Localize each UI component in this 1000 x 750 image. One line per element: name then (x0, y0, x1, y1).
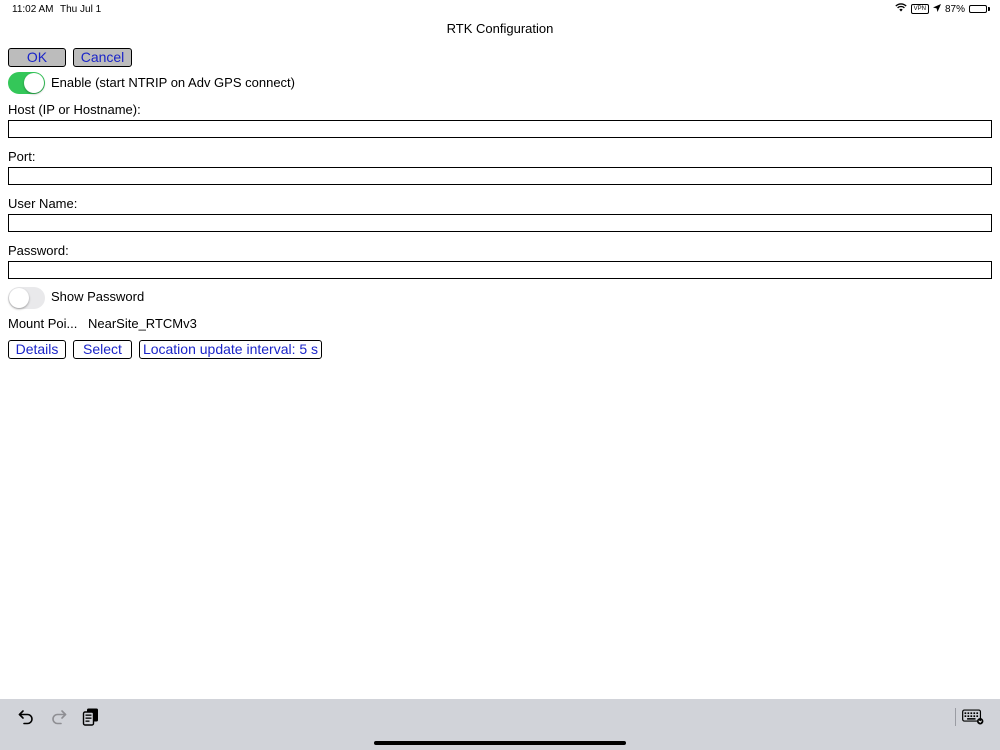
status-date: Thu Jul 1 (60, 4, 102, 15)
mount-point-label: Mount Poi... (8, 316, 78, 331)
redo-icon[interactable] (48, 707, 70, 727)
status-indicators (895, 3, 990, 15)
user-name-label: User Name: (8, 196, 78, 211)
user-name-input[interactable] (8, 214, 992, 232)
enable-ntrip-toggle[interactable] (8, 72, 45, 94)
toggle-knob (24, 73, 44, 93)
home-indicator (374, 741, 626, 745)
password-input[interactable] (8, 261, 992, 279)
page-title: RTK Configuration (446, 21, 554, 36)
show-password-label: Show Password (51, 289, 145, 304)
keyboard-icon[interactable] (962, 707, 984, 727)
mount-point-value: NearSite_RTCMv3 (88, 316, 197, 331)
enable-ntrip-label: Enable (start NTRIP on Adv GPS connect) (51, 75, 295, 90)
show-password-toggle[interactable] (8, 287, 45, 309)
details-button[interactable]: Details (8, 340, 66, 359)
wifi-icon (895, 3, 907, 15)
battery-percent: 87% (944, 3, 965, 15)
undo-icon[interactable] (15, 707, 37, 727)
paste-icon[interactable] (80, 707, 102, 727)
host-input[interactable] (8, 120, 992, 138)
select-button[interactable]: Select (73, 340, 132, 359)
location-update-interval-button[interactable]: Location update interval: 5 s (139, 340, 322, 359)
status-time: 11:02 AM (12, 4, 54, 15)
port-input[interactable] (8, 167, 992, 185)
host-label: Host (IP or Hostname): (8, 102, 141, 117)
status-bar (0, 0, 1000, 18)
battery-icon (969, 5, 990, 13)
toggle-knob (9, 288, 29, 308)
ok-button[interactable]: OK (8, 48, 66, 67)
password-label: Password: (8, 243, 69, 258)
port-label: Port: (8, 149, 36, 164)
location-arrow-icon (933, 4, 941, 15)
vpn-badge: VPN (911, 4, 929, 14)
shortcut-divider (955, 708, 956, 726)
cancel-button[interactable]: Cancel (73, 48, 132, 67)
